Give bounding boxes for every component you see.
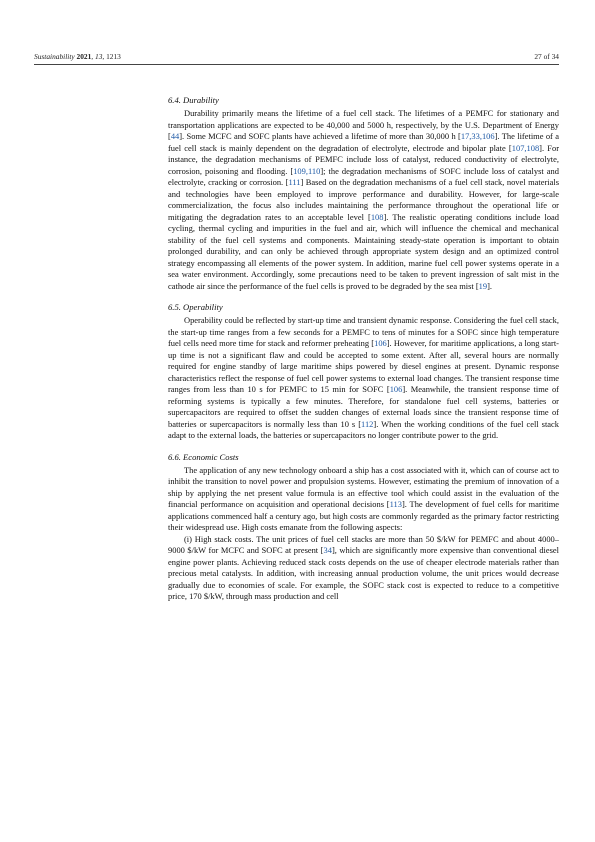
paragraph-text: Durability primarily means the lifetime of a fuel cell stack. The lifetimes of a PEMFC for stationary and transportation applications are expected to be 40,000 and 5000 h, respectively, by the U.S. Department of Energy [	[168, 108, 559, 141]
journal-name: Sustainability	[34, 52, 75, 61]
citation-link[interactable]: 44	[170, 131, 180, 141]
citation-link[interactable]: 19	[478, 280, 488, 291]
paragraph-text: ] Based on the degradation mechanisms of a fuel cell stack, novel materials and technologies have been employed to improve performance and durability. However, for large-scale commercialization, the focus also includes maintaining the performance throughout the operational life or mitigating the degradation rates to an acceptable level [	[168, 177, 559, 222]
journal-year: 2021	[76, 52, 92, 61]
citation-link[interactable]: 109,110	[293, 165, 321, 176]
paragraph-text: ]. However, for maritime applications, a long start-up time is not a significant flaw and could be accepted to some extent. After all, several hours are normally required for engine standby of large maritime ships powered by diesel engines at present. Dynamic response characteristics reflect the response of fuel cell power systems to external load changes. The transient response time ranges from less than 10 s for PEMFC to 15 min for SOFC [	[168, 338, 559, 394]
citation-link[interactable]: 111	[288, 177, 301, 187]
paragraph-text: ].	[487, 280, 493, 291]
citation-link[interactable]: 108	[370, 211, 384, 222]
paragraph-text: ]. Meanwhile, the transient response time of reforming systems is typically a few minutes. Therefore, for standalone fuel cell systems, batteries or supercapacitors are required to offset the sudden changes of external loads since the transient response time of batteries or supercapacitors is normally less than 10 s [	[168, 384, 559, 429]
journal-citation: Sustainability 2021, 13, 1213	[34, 52, 121, 61]
paragraph-text: (i) High stack costs. The unit prices of fuel cell stacks are more than 50 $/kW for PEMFC and about 4000–9000 $/kW for MCFC and SOFC at present [	[168, 533, 559, 555]
citation-link[interactable]: 113	[389, 499, 402, 509]
paragraph-text: ]. When the working conditions of the fuel cell stack adapt to the external loads, the batteries or supercapacitors no longer contribute power to the grid.	[168, 418, 560, 440]
citation-link[interactable]: 112	[361, 418, 374, 429]
paragraph-text: Operability could be reflected by start-up time and transient dynamic response. Considering the fuel cell stack, the start-up time ranges from a few seconds for a PEMFC to tens of minutes for a SOFC since high temperature fuel cells need more time for stack and reformer preheating [	[168, 315, 559, 348]
section-heading: 6.5. Operability	[168, 302, 223, 312]
paragraph	[168, 465, 559, 534]
section-heading: 6.6. Economic Costs	[168, 451, 239, 462]
section-durability	[168, 95, 559, 292]
paragraph-text: ]. The lifetime of a fuel cell stack is mainly dependent on the degradation of electrolyte, electrode and bipolar plate [	[168, 131, 559, 153]
page-number: 27 of 34	[534, 52, 559, 61]
citation-link[interactable]: 106	[389, 384, 403, 394]
section-heading: 6.4. Durability	[168, 95, 219, 105]
section-operability	[168, 302, 559, 442]
citation-link[interactable]: 107,108	[511, 142, 540, 153]
section-economic-costs	[168, 452, 559, 603]
paragraph-text: ]. Some MCFC and SOFC plants have achieved a lifetime of more than 30,000 h [	[179, 131, 461, 141]
citation-link[interactable]: 34	[323, 545, 332, 555]
paragraph-text: The application of any new technology onboard a ship has a cost associated with it, which can of course act to inhibit the transition to novel power and propulsion systems. However, estimating the premium of innovation of a ship by applying the net present value formula is an effective tool which could assist in the evaluation of the financial performance on acquisition and operational decisions [	[168, 464, 559, 509]
paragraph-text: ]; the degradation mechanisms of SOFC include loss of catalyst and electrolyte, cracking or corrosion. [	[168, 165, 559, 187]
running-header	[34, 52, 559, 64]
paragraph	[168, 315, 559, 442]
citation-link[interactable]: 106	[374, 338, 387, 348]
header-rule	[34, 64, 559, 65]
paragraph-text: ]. The development of fuel cells for maritime applications commenced half a century ago, but high costs are commonly regarded as the primary factor restricting their widespread use. High costs emanate from the following aspects:	[168, 499, 560, 532]
article-body	[168, 95, 559, 603]
paragraph-text: ], which are significantly more expensive than conventional diesel engine power plants. Achieving reduced stack costs depends on the use of cheaper electrode materials rather than precious metal catalysts. In addition, with increasing annual production volume, the unit prices would decrease gradually due to economies of scale. For example, the SOFC stack cost is expected to reduce to a competitive price, 170 $/kW, through mass production and cell	[168, 545, 559, 601]
citation-link[interactable]: 17,33,106	[460, 131, 495, 141]
paragraph	[168, 534, 559, 603]
article-number: , 1213	[102, 52, 121, 61]
journal-volume: 13	[95, 52, 103, 61]
paragraph	[168, 108, 559, 292]
paragraph-text: ]. For instance, the degradation mechanisms of PEMFC include loss of catalyst, reduced conductivity of electrolyte, corrosion, poisoning and flooding. [	[168, 142, 560, 176]
paragraph-text: ]. The realistic operating conditions include load cycling, thermal cycling and impurities in the fuel and air, which will influence the chemical and mechanical stability of the fuel cell systems and components. Maintaining steady-state operation is important to obtain prolonged durability, and can only be achieved through appropriate system design and an optimized control strategy encompassing all elements of the power system. In addition, marine fuel cell power systems operate in a sea water environment. Accordingly, some precautions need to be taken to prevent ingression of salt mist in the cathode air since the performance of the fuel cells is proved to be degraded by the sea mist [	[168, 211, 560, 291]
